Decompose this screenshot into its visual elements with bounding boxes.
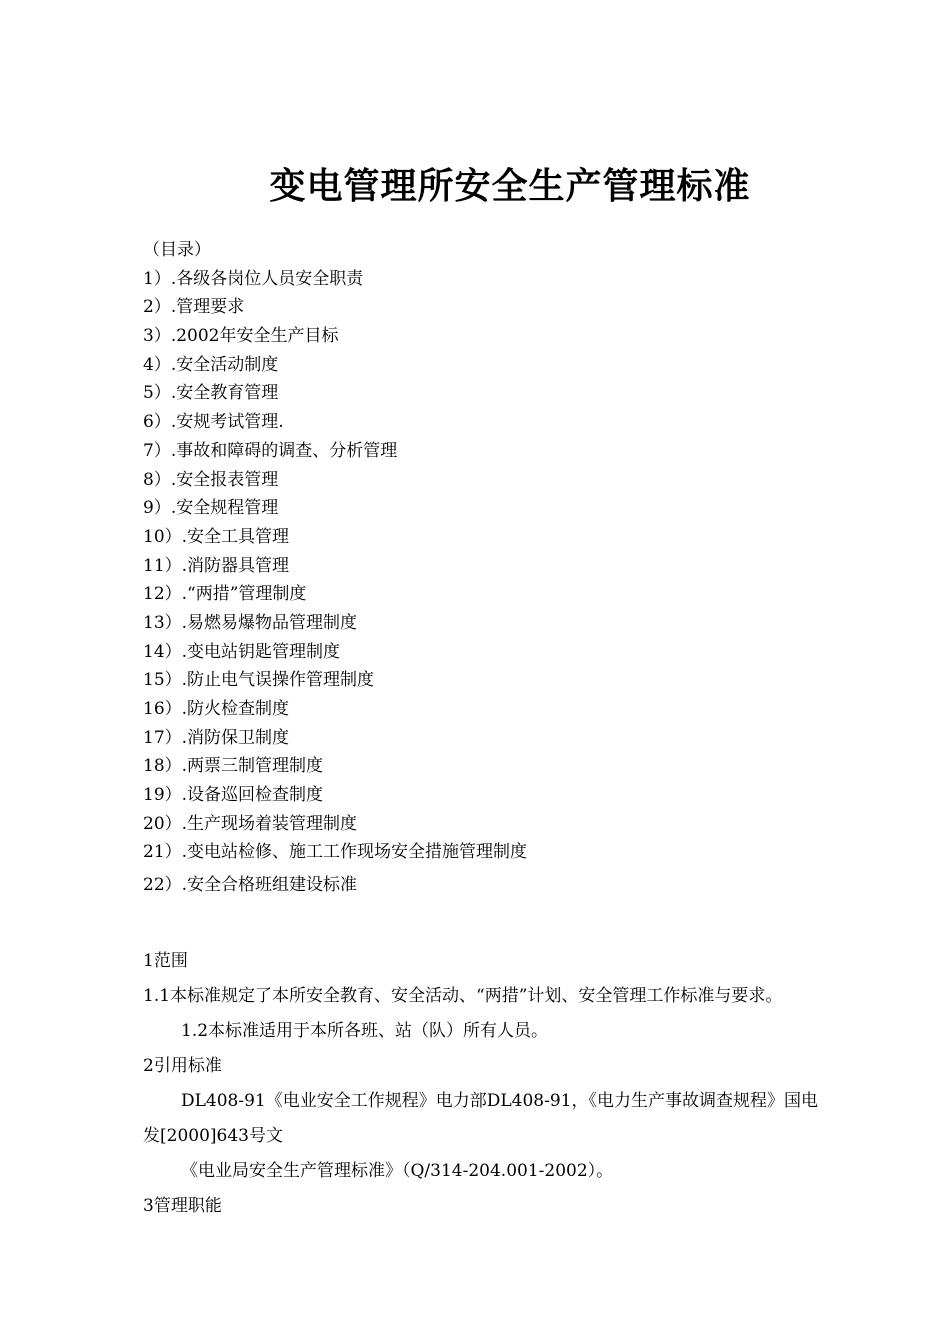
document-title: 变电管理所安全生产管理标准 (269, 165, 751, 207)
toc-item: 13）.易燃易爆物品管理制度 (143, 612, 358, 633)
document-body (143, 944, 883, 1224)
section-heading-references: 2引用标准 (143, 1056, 222, 1076)
toc-item: 22）.安全合格班组建设标准 (143, 875, 358, 896)
toc-header: （目录） (143, 240, 211, 260)
toc-item: 18）.两票三制管理制度 (143, 756, 324, 777)
toc-item: 1）.各级各岗位人员安全职责 (143, 268, 364, 289)
toc-item: 19）.设备巡回检查制度 (143, 785, 324, 806)
toc-item: 4）.安全活动制度 (143, 354, 279, 375)
toc-item: 12）.“两措”管理制度 (143, 584, 307, 605)
toc-item: 3）.2002年安全生产目标 (143, 326, 339, 347)
toc-item: 2）.管理要求 (143, 297, 245, 318)
paragraph-2-line1: DL408-91《电业安全工作规程》电力部DL408-91，《电力生产事故调查规程》国电 (181, 1091, 818, 1111)
toc-item: 16）.防火检查制度 (143, 699, 290, 719)
toc-item: 5）.安全教育管理 (143, 383, 279, 404)
toc-item: 8）.安全报表管理 (143, 469, 279, 490)
paragraph-2-line2: 发[2000]643号文 (143, 1126, 283, 1146)
paragraph-1-2: 1.2本标准适用于本所各班、站（队）所有人员。 (181, 1021, 549, 1041)
toc-item: 14）.变电站钥匙管理制度 (143, 641, 341, 662)
toc-item: 20）.生产现场着装管理制度 (143, 813, 358, 834)
toc-item: 15）.防止电气误操作管理制度 (143, 670, 375, 691)
toc-item: 6）.安规考试管理. (143, 412, 284, 433)
paragraph-2-line3: 《电业局安全生产管理标准》（Q/314-204.001-2002）。 (181, 1161, 614, 1181)
toc-item: 9）.安全规程管理 (143, 498, 279, 519)
section-heading-management-functions: 3管理职能 (143, 1196, 222, 1216)
toc-item: 11）.消防器具管理 (143, 555, 290, 576)
toc-item: 10）.安全工具管理 (143, 526, 290, 547)
toc-item: 17）.消防保卫制度 (143, 727, 290, 748)
toc-item: 7）.事故和障碍的调查、分析管理 (143, 440, 398, 461)
paragraph-1-1: 1.1本标准规定了本所安全教育、安全活动、“两措”计划、安全管理工作标准与要求。 (143, 986, 783, 1006)
toc-item: 21）.变电站检修、施工工作现场安全措施管理制度 (143, 842, 528, 863)
section-heading-scope: 1范围 (143, 951, 188, 971)
table-of-contents (143, 236, 903, 900)
